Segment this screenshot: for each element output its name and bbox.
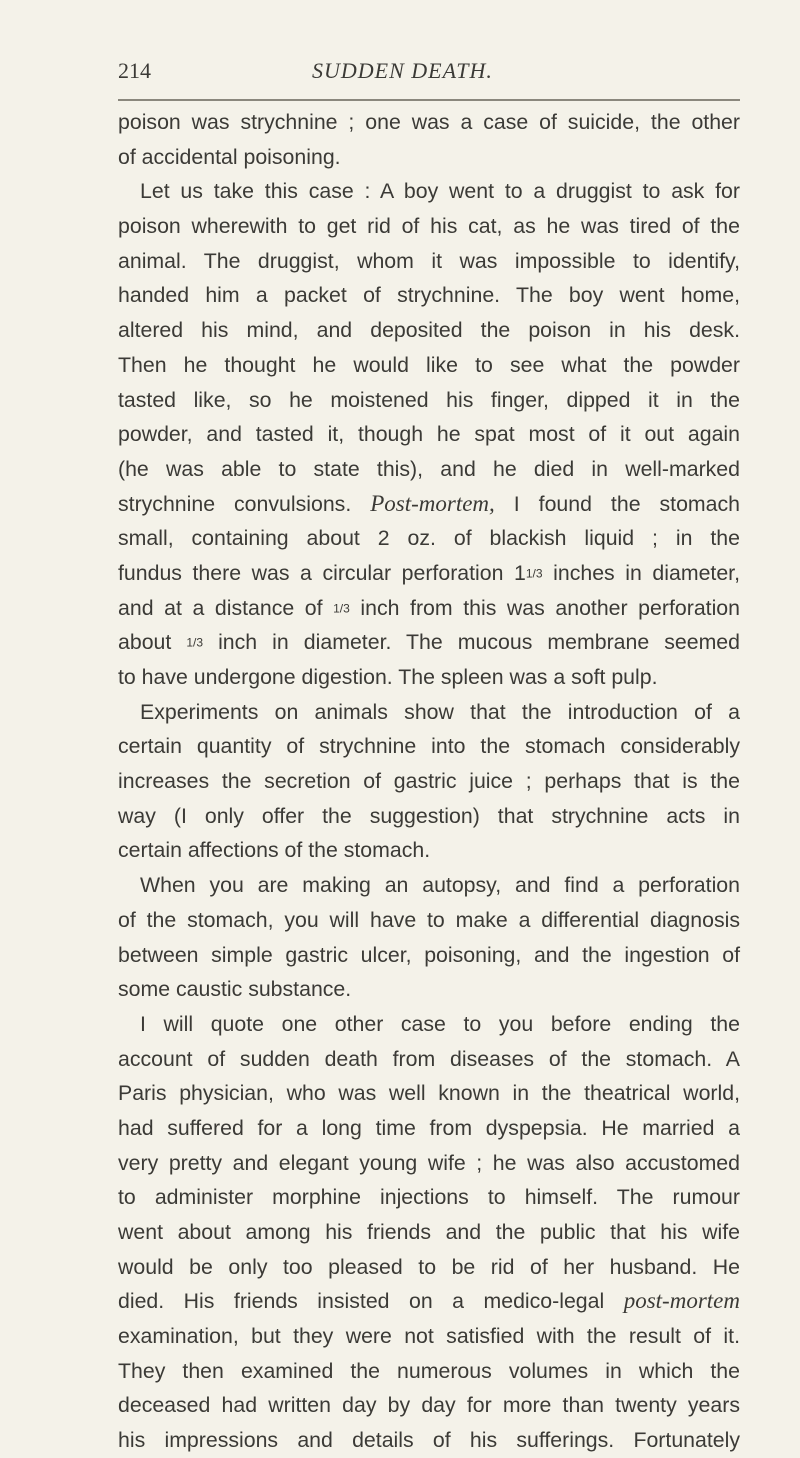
text-span: fundus there was a circular perforation 1 <box>118 560 526 585</box>
text-line: certain quantity of strychnine into the stomach considerably <box>118 734 740 759</box>
text-line: increases the secretion of gastric juice ; perhaps that is the <box>118 769 740 794</box>
text-line: certain affections of the stomach. <box>118 838 431 863</box>
text-line: of accidental poisoning. <box>118 144 341 169</box>
text-span: I found the stomach <box>513 491 741 516</box>
text-span: inch from this was another perforation <box>360 595 741 620</box>
text-line: to have undergone digestion. The spleen was a soft pulp. <box>118 665 658 689</box>
text-line: way (I only offer the suggestion) that strychnine acts in <box>118 803 740 828</box>
text-span: strychnine convulsions. <box>118 491 352 516</box>
text-line: account of sudden death from diseases of the stomach. A <box>118 1046 740 1071</box>
fraction: 1/3 <box>525 566 543 581</box>
italic-term: post-mortem <box>623 1288 740 1314</box>
text-line: altered his mind, and deposited the poison in his desk. <box>118 318 740 343</box>
text-span: inches in diameter, <box>553 560 741 585</box>
text-line: between simple gastric ulcer, poisoning, and the ingestion of <box>118 942 740 967</box>
text-line: deceased had written day by day for more than twenty years <box>118 1393 740 1418</box>
text-line: I will quote one other case to you before ending the <box>140 1011 740 1036</box>
text-line: some caustic substance. <box>118 977 352 1002</box>
fraction: 1/3 <box>333 601 350 616</box>
text-line: They then examined the numerous volumes in which the <box>118 1358 740 1383</box>
text-line: When you are making an autopsy, and find a perforation <box>140 873 740 898</box>
text-line: Let us take this case : A boy went to a druggist to ask for <box>140 179 740 204</box>
text-line: very pretty and elegant young wife ; he was also accustomed <box>118 1150 740 1175</box>
text-line: Paris physician, who was well known in the theatrical world, <box>118 1081 740 1106</box>
italic-term: Post-mortem, <box>370 490 495 516</box>
text-line: small, containing about 2 oz. of blackish liquid ; in the <box>118 526 740 551</box>
text-line <box>118 556 740 591</box>
page-number: 214 <box>118 58 151 83</box>
text-line: of the stomach, you will have to make a differential diagnosis <box>118 907 740 932</box>
text-line: went about among his friends and the public that his wife <box>118 1220 740 1244</box>
text-line: tasted like, so he moistened his finger, dipped it in the <box>118 387 740 412</box>
text-line: poison was strychnine ; one was a case of suicide, the other <box>118 110 740 134</box>
text-line <box>118 591 740 626</box>
text-line: Experiments on animals show that the introduction of a <box>140 699 740 724</box>
text-line: would be only too pleased to be rid of her husband. He <box>118 1254 740 1279</box>
text-span: and at a distance of <box>118 595 323 620</box>
page-header <box>118 58 740 88</box>
body-text <box>118 105 740 1458</box>
text-line: examination, but they were not satisfied with the result of it. <box>118 1324 740 1349</box>
text-line: handed him a packet of strychnine. The boy went home, <box>118 283 740 308</box>
header-rule <box>118 99 740 101</box>
text-line: his impressions and details of his sufferings. Fortunately <box>118 1428 740 1453</box>
text-span: died. His friends insisted on a medico-legal <box>118 1289 605 1314</box>
text-line: powder, and tasted it, though he spat most of it out again <box>118 422 740 447</box>
text-line: had suffered for a long time from dyspepsia. He married a <box>118 1115 740 1140</box>
text-span: inch in diameter. The mucous membrane seemed <box>218 630 740 655</box>
text-line: to administer morphine injections to himself. The rumour <box>118 1185 740 1210</box>
text-span: about <box>118 630 172 655</box>
text-line <box>118 625 740 660</box>
running-title: SUDDEN DEATH. <box>312 58 493 83</box>
text-line <box>118 487 740 522</box>
text-line: poison wherewith to get rid of his cat, as he was tired of the <box>118 214 740 239</box>
text-line: (he was able to state this), and he died in well-marked <box>118 456 740 481</box>
text-line <box>118 1284 740 1319</box>
text-line: Then he thought he would like to see what the powder <box>118 352 740 377</box>
text-line: animal. The druggist, whom it was impossible to identify, <box>118 248 740 273</box>
fraction: 1/3 <box>186 635 204 650</box>
